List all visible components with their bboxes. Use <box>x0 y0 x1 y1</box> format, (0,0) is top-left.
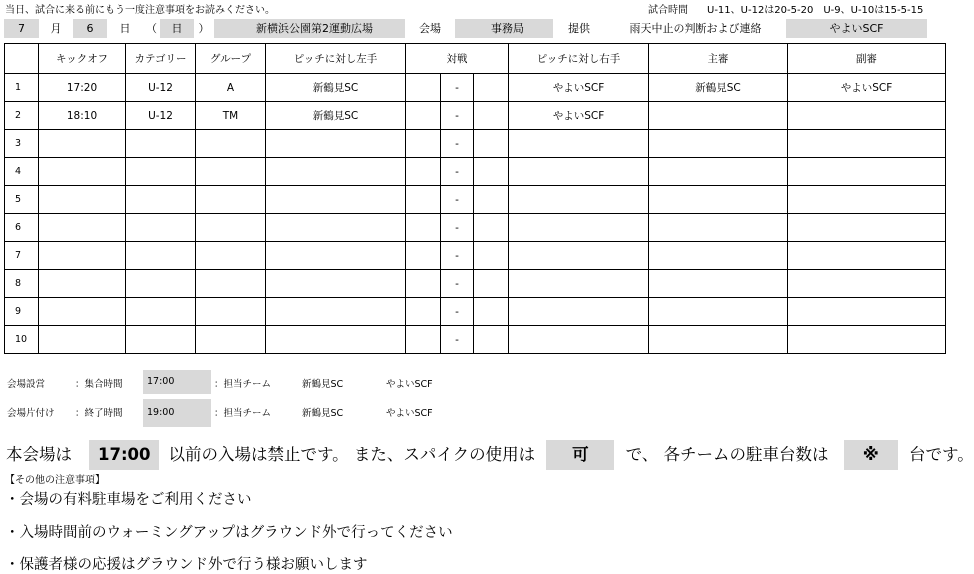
referee-cell <box>649 298 788 326</box>
vs-right-score <box>474 326 509 354</box>
category-cell <box>126 186 196 214</box>
right-team-cell <box>509 242 649 270</box>
schedule-table <box>4 43 946 354</box>
referee-cell <box>649 270 788 298</box>
venue-label: 会場 <box>419 22 441 35</box>
assistant-cell <box>788 102 946 130</box>
col-referee: 主審 <box>649 44 788 74</box>
parking-box: ※ <box>844 440 898 470</box>
category-cell <box>126 158 196 186</box>
kickoff-cell: 17:20 <box>39 74 126 102</box>
vs-dash: - <box>441 158 474 186</box>
venue-name: 新横浜公園第2運動広場 <box>214 19 405 38</box>
right-team-cell: やよいSCF <box>509 74 649 102</box>
right-team-cell <box>509 186 649 214</box>
left-team-cell <box>266 270 406 298</box>
col-left-team: ピッチに対し左手 <box>266 44 406 74</box>
kickoff-cell <box>39 130 126 158</box>
referee-cell: 新鶴見SC <box>649 74 788 102</box>
table-header-row <box>5 44 946 74</box>
group-cell <box>196 186 266 214</box>
vs-left-score <box>406 298 441 326</box>
vs-right-score <box>474 298 509 326</box>
notes-heading: 【その他の注意事項】 <box>5 475 105 486</box>
vs-dash: - <box>441 298 474 326</box>
referee-cell <box>649 186 788 214</box>
cleanup-time-label: ：終了時間 <box>75 408 123 419</box>
kickoff-cell <box>39 214 126 242</box>
row-number: 7 <box>5 242 39 270</box>
left-team-cell <box>266 298 406 326</box>
month-value: 7 <box>4 19 39 38</box>
assistant-cell <box>788 298 946 326</box>
contact-label: 雨天中止の判断および連絡 <box>629 22 762 35</box>
rules-text-3: で、 各チームの駐車台数は <box>625 445 829 464</box>
kickoff-cell <box>39 242 126 270</box>
vs-left-score <box>406 130 441 158</box>
col-kickoff: キックオフ <box>39 44 126 74</box>
vs-left-score <box>406 158 441 186</box>
match-time-text: U-11、U-12は20-5-20 U-9、U-10は15-5-15 <box>707 5 924 16</box>
vs-right-score <box>474 270 509 298</box>
group-cell: A <box>196 74 266 102</box>
setup-team-2: やよいSCF <box>386 379 433 390</box>
group-cell <box>196 270 266 298</box>
kickoff-cell <box>39 186 126 214</box>
vs-dash: - <box>441 102 474 130</box>
vs-left-score <box>406 326 441 354</box>
col-assistant: 副審 <box>788 44 946 74</box>
setup-label: 会場設営 <box>7 379 46 390</box>
vs-right-score <box>474 102 509 130</box>
month-label: 月 <box>50 22 62 35</box>
cleanup-label: 会場片付け <box>7 408 55 419</box>
right-team-cell <box>509 326 649 354</box>
left-team-cell: 新鶴見SC <box>266 74 406 102</box>
assistant-cell <box>788 326 946 354</box>
group-cell <box>196 158 266 186</box>
day-label: 日 <box>119 22 131 35</box>
assistant-cell: やよいSCF <box>788 74 946 102</box>
vs-left-score <box>406 270 441 298</box>
spikes-box: 可 <box>546 440 614 470</box>
table-row <box>5 186 946 214</box>
weekday-value: 日 <box>160 19 194 38</box>
vs-right-score <box>474 242 509 270</box>
group-cell <box>196 242 266 270</box>
vs-left-score <box>406 186 441 214</box>
rules-text-2: 以前の入場は禁止です。 また、スパイクの使用は <box>168 445 536 464</box>
left-team-cell <box>266 158 406 186</box>
vs-dash: - <box>441 326 474 354</box>
vs-dash: - <box>441 130 474 158</box>
kickoff-cell <box>39 326 126 354</box>
paren-close: ） <box>198 22 210 35</box>
table-row <box>5 74 946 102</box>
kickoff-cell <box>39 158 126 186</box>
category-cell <box>126 242 196 270</box>
row-number: 1 <box>5 74 39 102</box>
row-number: 8 <box>5 270 39 298</box>
referee-cell <box>649 158 788 186</box>
group-cell <box>196 130 266 158</box>
vs-dash: - <box>441 186 474 214</box>
referee-cell <box>649 326 788 354</box>
vs-left-score <box>406 74 441 102</box>
vs-left-score <box>406 102 441 130</box>
row-number: 2 <box>5 102 39 130</box>
note-item: ・入場時間前のウォーミングアップはグラウンド外で行ってください <box>5 525 453 541</box>
referee-cell <box>649 102 788 130</box>
vs-right-score <box>474 130 509 158</box>
left-team-cell <box>266 214 406 242</box>
setup-time-label: ：集合時間 <box>75 379 123 390</box>
left-team-cell <box>266 130 406 158</box>
row-number: 9 <box>5 298 39 326</box>
right-team-cell <box>509 130 649 158</box>
cleanup-team-2: やよいSCF <box>386 408 433 419</box>
assistant-cell <box>788 186 946 214</box>
day-value: 6 <box>73 19 107 38</box>
match-time-label: 試合時間 <box>648 5 688 16</box>
kickoff-cell <box>39 298 126 326</box>
right-team-cell <box>509 214 649 242</box>
setup-time: 17:00 <box>143 370 211 394</box>
vs-dash: - <box>441 74 474 102</box>
col-category: カテゴリー <box>126 44 196 74</box>
table-row <box>5 242 946 270</box>
right-team-cell: やよいSCF <box>509 102 649 130</box>
vs-left-score <box>406 242 441 270</box>
rules-text-4: 台です。 <box>909 445 974 464</box>
group-cell <box>196 298 266 326</box>
office-label: 事務局 <box>455 19 553 38</box>
row-number: 3 <box>5 130 39 158</box>
cleanup-team-label: ：担当チーム <box>214 408 272 419</box>
left-team-cell <box>266 242 406 270</box>
assistant-cell <box>788 130 946 158</box>
assistant-cell <box>788 158 946 186</box>
vs-right-score <box>474 74 509 102</box>
table-row <box>5 298 946 326</box>
right-team-cell <box>509 298 649 326</box>
kickoff-cell <box>39 270 126 298</box>
referee-cell <box>649 214 788 242</box>
left-team-cell: 新鶴見SC <box>266 102 406 130</box>
vs-right-score <box>474 186 509 214</box>
kickoff-cell: 18:10 <box>39 102 126 130</box>
col-versus: 対戦 <box>406 44 509 74</box>
table-row <box>5 214 946 242</box>
referee-cell <box>649 242 788 270</box>
vs-right-score <box>474 158 509 186</box>
group-cell: TM <box>196 102 266 130</box>
category-cell <box>126 214 196 242</box>
col-no <box>5 44 39 74</box>
cleanup-team-1: 新鶴見SC <box>302 408 344 419</box>
assistant-cell <box>788 242 946 270</box>
table-row <box>5 270 946 298</box>
vs-right-score <box>474 214 509 242</box>
category-cell <box>126 130 196 158</box>
row-number: 5 <box>5 186 39 214</box>
col-right-team: ピッチに対し右手 <box>509 44 649 74</box>
entry-time-box: 17:00 <box>89 440 159 470</box>
vs-dash: - <box>441 242 474 270</box>
table-row <box>5 130 946 158</box>
assistant-cell <box>788 214 946 242</box>
setup-team-1: 新鶴見SC <box>302 379 344 390</box>
rules-text-1: 本会場は <box>6 445 72 464</box>
table-row <box>5 158 946 186</box>
col-group: グループ <box>196 44 266 74</box>
paren-open: （ <box>146 22 157 35</box>
left-team-cell <box>266 186 406 214</box>
vs-dash: - <box>441 270 474 298</box>
cleanup-time: 19:00 <box>143 399 211 427</box>
category-cell <box>126 298 196 326</box>
table-row <box>5 326 946 354</box>
vs-left-score <box>406 214 441 242</box>
right-team-cell <box>509 270 649 298</box>
setup-team-label: ：担当チーム <box>214 379 272 390</box>
rules-line <box>6 440 974 470</box>
note-item: ・会場の有料駐車場をご利用ください <box>5 492 252 508</box>
vs-dash: - <box>441 214 474 242</box>
right-team-cell <box>509 158 649 186</box>
left-team-cell <box>266 326 406 354</box>
assistant-cell <box>788 270 946 298</box>
category-cell: U-12 <box>126 102 196 130</box>
provider-label: 提供 <box>568 22 590 35</box>
notice-text: 当日、試合に来る前にもう一度注意事項をお読みください。 <box>5 5 275 16</box>
table-row <box>5 102 946 130</box>
category-cell <box>126 270 196 298</box>
note-item: ・保護者様の応援はグラウンド外で行う様お願いします <box>5 557 368 573</box>
referee-cell <box>649 130 788 158</box>
category-cell: U-12 <box>126 74 196 102</box>
row-number: 10 <box>5 326 39 354</box>
row-number: 4 <box>5 158 39 186</box>
group-cell <box>196 214 266 242</box>
row-number: 6 <box>5 214 39 242</box>
contact-value: やよいSCF <box>786 19 927 38</box>
group-cell <box>196 326 266 354</box>
category-cell <box>126 326 196 354</box>
